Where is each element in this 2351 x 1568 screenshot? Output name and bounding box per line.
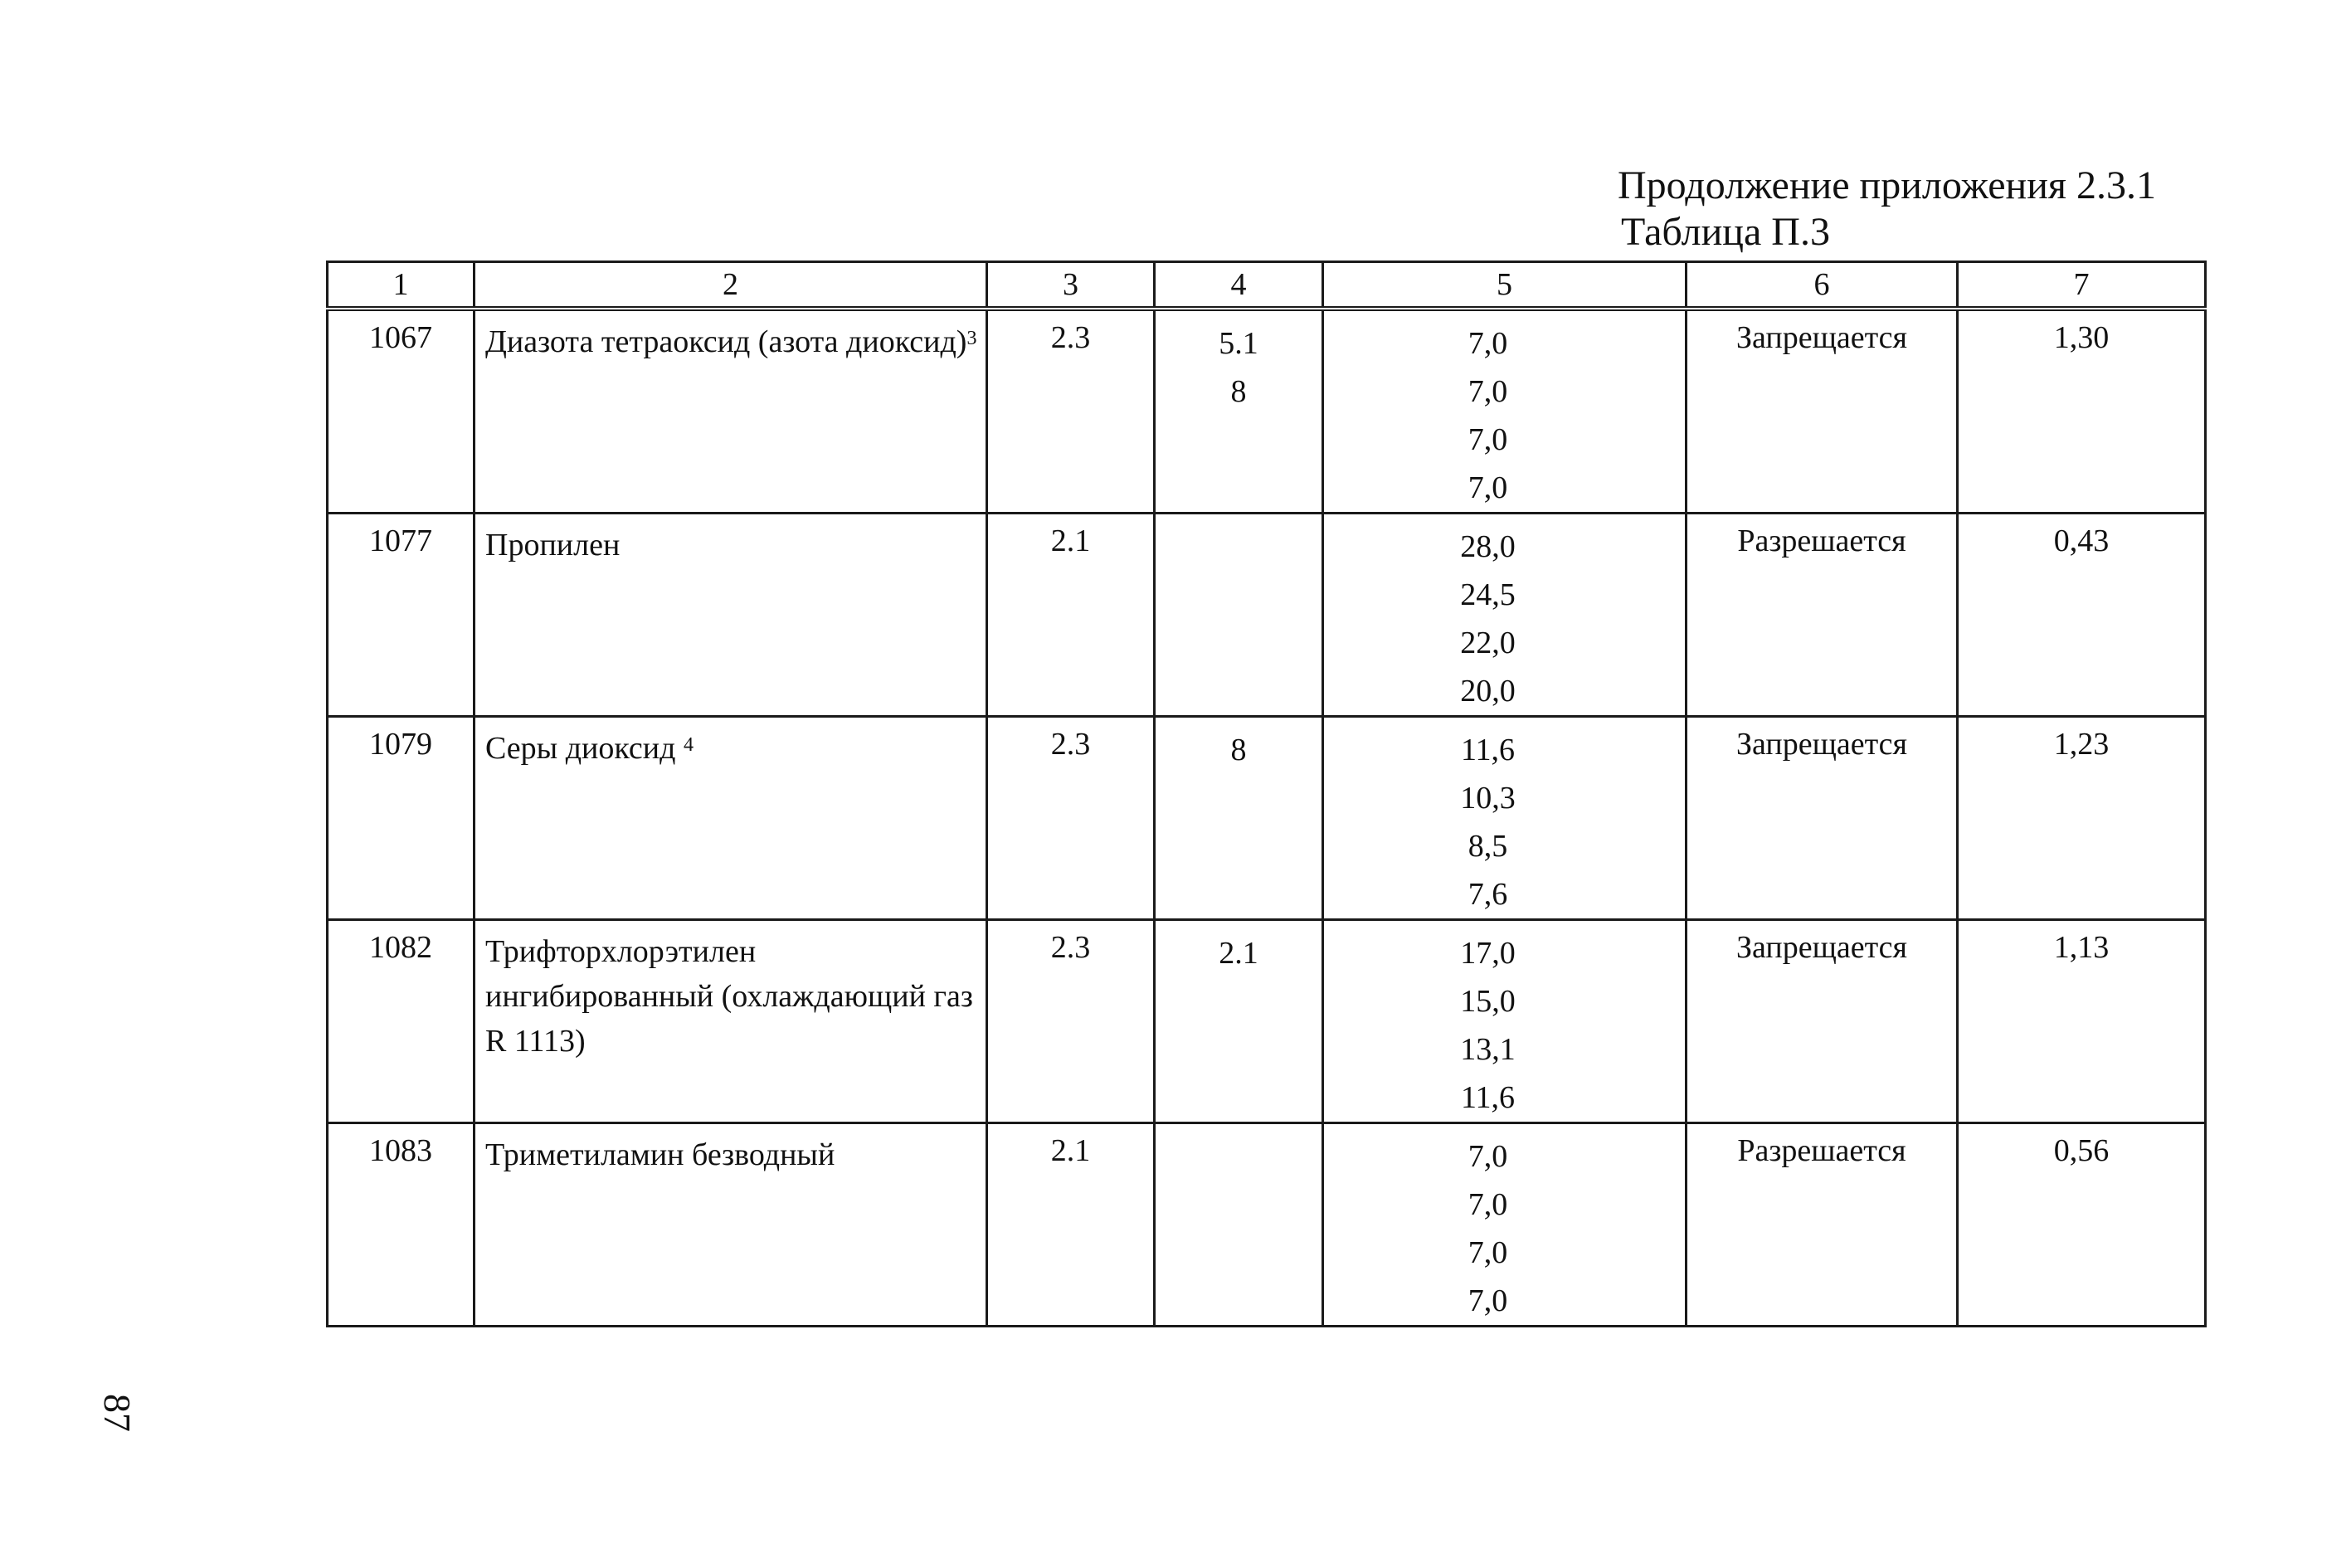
permission-cell: [1687, 717, 1958, 920]
value-line: 7,0: [1468, 1235, 1508, 1270]
coefficient-cell: [1958, 309, 2206, 514]
permission-cell: [1687, 514, 1958, 717]
column-header: 3: [987, 262, 1155, 309]
substance-name: Трифторхлорэтилен ингибированный (охлаждающий газ R 1113): [485, 934, 973, 1059]
value-line: 11,6: [1460, 1080, 1516, 1115]
table-row: [328, 920, 2206, 1123]
footnote-marker: 3: [966, 328, 977, 349]
un-number: 1077: [369, 523, 432, 558]
value-line: 7,0: [1468, 1139, 1508, 1174]
coefficient-cell: [1958, 514, 2206, 717]
subsidiary-risk-cell: [1155, 309, 1323, 514]
footnote-marker: 4: [683, 734, 694, 756]
value-line: 8,5: [1468, 829, 1508, 864]
value-line: 7,0: [1468, 374, 1508, 409]
hazard-class-cell: [987, 514, 1155, 717]
substance-name: Триметиламин безводный: [485, 1137, 835, 1172]
subsidiary-risk: 5.1: [1219, 326, 1258, 361]
subsidiary-risk-cell: [1155, 1123, 1323, 1327]
subsidiary-risk: 8: [1230, 733, 1247, 767]
value-line: 7,0: [1468, 422, 1508, 457]
substance-name-cell: [475, 920, 987, 1123]
value-line: 10,3: [1460, 781, 1516, 816]
value-line: 7,6: [1468, 877, 1508, 912]
coefficient: 0,56: [2053, 1133, 2110, 1168]
subsidiary-risk-cell: [1155, 514, 1323, 717]
hazard-class: 2.3: [1050, 320, 1091, 355]
substance-name-cell: [475, 717, 987, 920]
un-number: 1067: [369, 320, 432, 355]
subsidiary-risk-cell: [1155, 717, 1323, 920]
substance-name: Пропилен: [485, 528, 621, 562]
hazard-class: 2.1: [1050, 1133, 1091, 1168]
document-heading: [1618, 163, 2156, 256]
substance-name-cell: [475, 1123, 987, 1327]
table-caption: Таблица П.3: [1621, 210, 1830, 254]
value-line: 7,0: [1468, 1283, 1508, 1318]
un-number-cell: [328, 514, 475, 717]
column-header: 5: [1323, 262, 1687, 309]
coefficient: 1,23: [2053, 727, 2110, 762]
permission-status: Запрещается: [1735, 320, 1907, 355]
table-row: [328, 514, 2206, 717]
continuation-caption: Продолжение приложения 2.3.1: [1618, 163, 2156, 207]
value-line: 11,6: [1460, 733, 1516, 767]
coefficient: 1,30: [2053, 320, 2110, 355]
un-number-cell: [328, 717, 475, 920]
un-number: 1083: [369, 1133, 432, 1168]
hazard-class: 2.3: [1050, 727, 1091, 762]
value-line: 7,0: [1468, 1187, 1508, 1222]
hazard-class: 2.1: [1050, 523, 1091, 558]
values-cell: [1323, 309, 1687, 514]
values-cell: [1323, 920, 1687, 1123]
substance-name: Диазота тетраоксид (азота диоксид): [485, 324, 967, 359]
hazard-class-cell: [987, 717, 1155, 920]
hazard-class: 2.3: [1050, 930, 1091, 965]
substance-name: Серы диоксид: [485, 731, 684, 766]
permission-cell: [1687, 309, 1958, 514]
column-header: 2: [475, 262, 987, 309]
value-line: 13,1: [1460, 1032, 1516, 1067]
un-number-cell: [328, 920, 475, 1123]
hazard-class-cell: [987, 309, 1155, 514]
permission-status: Запрещается: [1735, 930, 1907, 965]
un-number: 1079: [369, 727, 432, 762]
column-header: 4: [1155, 262, 1323, 309]
value-line: 15,0: [1460, 984, 1516, 1019]
page-number: 87: [96, 1394, 139, 1432]
coefficient-cell: [1958, 717, 2206, 920]
permission-status: Разрешается: [1737, 523, 1906, 558]
hazard-class-cell: [987, 1123, 1155, 1327]
permission-cell: [1687, 920, 1958, 1123]
subsidiary-risk-cell: [1155, 920, 1323, 1123]
table-row: [328, 717, 2206, 920]
value-line: 7,0: [1468, 470, 1508, 505]
subsidiary-risk: 8: [1230, 374, 1247, 409]
permission-cell: [1687, 1123, 1958, 1327]
value-line: 20,0: [1460, 674, 1516, 709]
subsidiary-risk: 2.1: [1219, 936, 1258, 971]
value-line: 17,0: [1460, 936, 1516, 971]
coefficient-cell: [1958, 920, 2206, 1123]
column-number-row: [328, 262, 2206, 309]
column-header: 7: [1958, 262, 2206, 309]
coefficient: 0,43: [2053, 523, 2110, 558]
coefficient-cell: [1958, 1123, 2206, 1327]
data-table: [326, 261, 2207, 1327]
value-line: 28,0: [1460, 529, 1516, 564]
un-number: 1082: [369, 930, 432, 965]
value-line: 22,0: [1460, 626, 1516, 660]
un-number-cell: [328, 1123, 475, 1327]
values-cell: [1323, 717, 1687, 920]
table-row: [328, 1123, 2206, 1327]
column-header: 1: [328, 262, 475, 309]
permission-status: Разрешается: [1737, 1133, 1906, 1168]
values-cell: [1323, 1123, 1687, 1327]
substance-name-cell: [475, 514, 987, 717]
coefficient: 1,13: [2053, 930, 2110, 965]
un-number-cell: [328, 309, 475, 514]
value-line: 7,0: [1468, 326, 1508, 361]
substance-name-cell: [475, 309, 987, 514]
value-line: 24,5: [1460, 577, 1516, 612]
table-row: [328, 309, 2206, 514]
hazard-class-cell: [987, 920, 1155, 1123]
permission-status: Запрещается: [1735, 727, 1907, 762]
values-cell: [1323, 514, 1687, 717]
column-header: 6: [1687, 262, 1958, 309]
